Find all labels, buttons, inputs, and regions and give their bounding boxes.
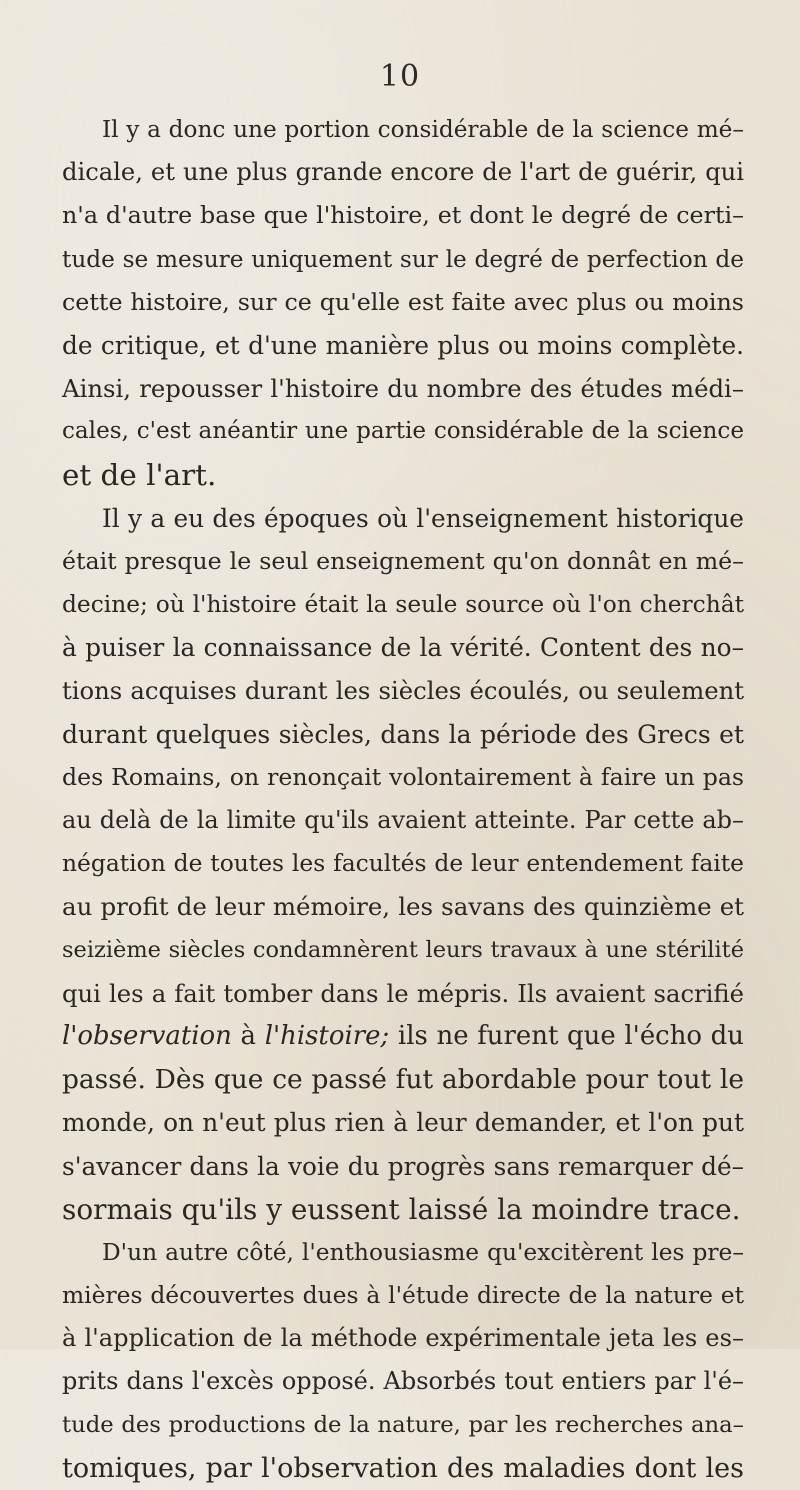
text-line: prits dans l'excès opposé. Absorbés tout entiers par l'é– <box>62 1367 744 1396</box>
text-line: de critique, et d'une manière plus ou moins complète. <box>62 330 744 360</box>
paragraph-2 <box>62 497 744 1231</box>
text-line: à puiser la connaissance de la vérité. Content des no– <box>62 633 744 663</box>
text-line: au profit de leur mémoire, les savans des quinzième et <box>62 892 744 922</box>
text-line: négation de toutes les facultés de leur entendement faite <box>62 849 744 878</box>
text-line: Ainsi, repousser l'histoire du nombre des études médi– <box>62 374 744 404</box>
text-line: à l'application de la méthode expérimentale jeta les es– <box>62 1324 744 1353</box>
text-line: decine; où l'histoire était la seule source où l'on cherchât <box>62 591 744 619</box>
text-line: n'a d'autre base que l'histoire, et dont le degré de certi– <box>62 201 744 230</box>
body-text <box>62 108 744 1490</box>
text-line: seizième siècles condamnèrent leurs travaux à une stérilité <box>62 936 744 963</box>
text-line: s'avancer dans la voie du progrès sans remarquer dé– <box>62 1151 744 1181</box>
text-line: cales, c'est anéantir une partie considérable de la science <box>62 418 744 445</box>
text-line: D'un autre côté, l'enthousiasme qu'excitèrent les pre– <box>102 1238 744 1266</box>
text-line: durant quelques siècles, dans la période des Grecs et <box>62 719 744 749</box>
text-line: tions acquises durant les siècles écoulés, ou seulement <box>62 676 744 706</box>
text-line: cette histoire, sur ce qu'elle est faite avec plus ou moins <box>62 287 744 316</box>
text-line: dicale, et une plus grande encore de l'art de guérir, qui <box>62 158 744 187</box>
text-line: sormais qu'ils y eussent laissé la moindre trace. <box>62 1192 741 1226</box>
text-line: passé. Dès que ce passé fut abordable pour tout le <box>62 1064 744 1096</box>
text-line: Il y a eu des époques où l'enseignement historique <box>102 503 744 533</box>
text-line: qui les a fait tomber dans le mépris. Ils avaient sacrifié <box>62 978 744 1008</box>
text-line: tude des productions de la nature, par les recherches ana– <box>62 1411 744 1438</box>
text-fragment: ils ne furent que l'écho du <box>389 1020 744 1051</box>
italic-term: l'observation <box>62 1020 232 1051</box>
paragraph-1 <box>62 108 744 497</box>
page-number: 10 <box>379 59 421 94</box>
text-line: tomiques, par l'observation des maladies dont les <box>62 1452 744 1484</box>
text-line: et de l'art. <box>62 457 217 492</box>
paragraph-3 <box>62 1231 744 1490</box>
text-line: tude se mesure uniquement sur le degré de perfection de <box>62 245 744 273</box>
italic-term: l'histoire; <box>264 1020 390 1051</box>
text-line: était presque le seul enseignement qu'on donnât en mé– <box>62 546 744 575</box>
text-line-with-italics <box>62 1015 744 1058</box>
text-line: mières découvertes dues à l'étude directe de la nature et <box>62 1281 744 1310</box>
text-line: des Romains, on renonçait volontairement à faire un pas <box>62 762 744 791</box>
text-line: Il y a donc une portion considérable de la science mé– <box>102 116 744 143</box>
text-line: monde, on n'eut plus rien à leur demander, et l'on put <box>62 1108 744 1138</box>
text-fragment: à <box>231 1020 265 1051</box>
text-line: au delà de la limite qu'ils avaient atteinte. Par cette ab– <box>62 806 744 834</box>
